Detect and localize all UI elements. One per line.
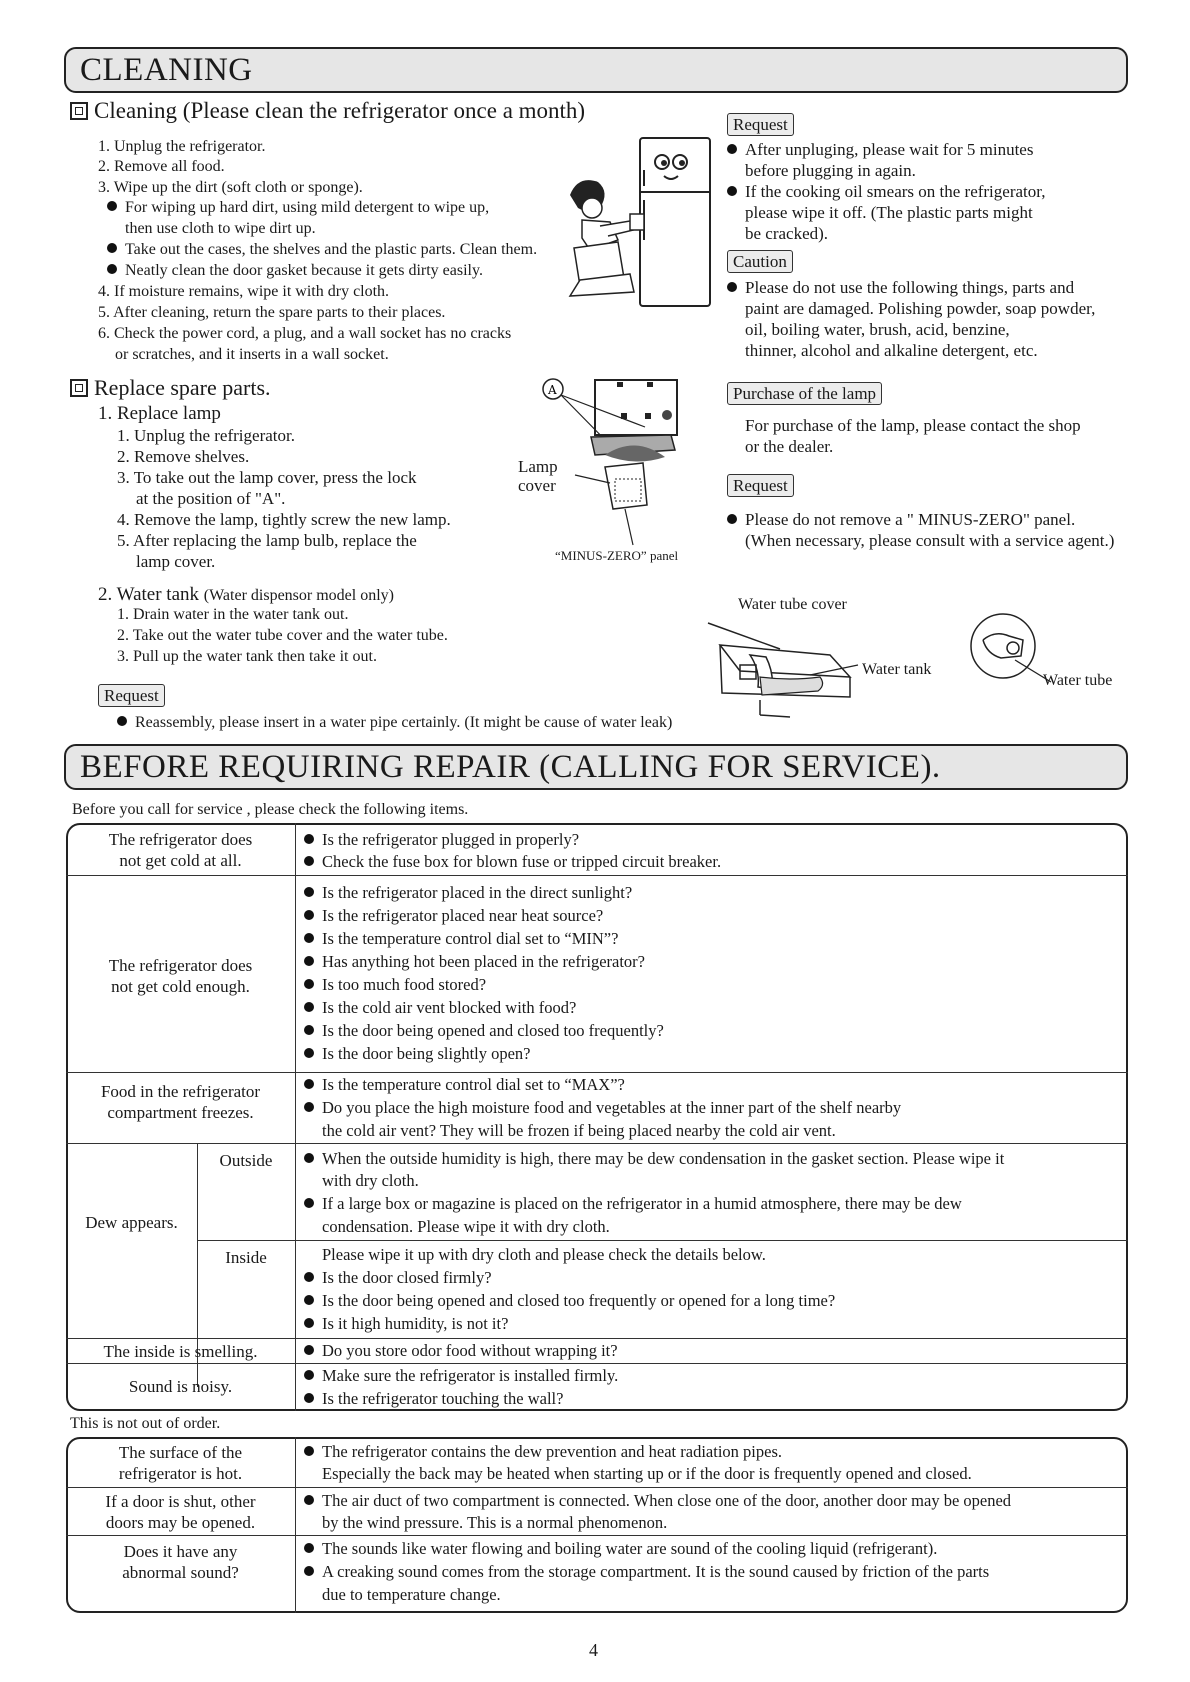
symptom-label: The refrigerator does not get cold at all. <box>108 830 253 870</box>
dew-inside-label: Inside <box>225 1248 267 1267</box>
check-item: Is the cold air vent blocked with food? <box>304 997 576 1019</box>
bullet-icon <box>304 1002 314 1012</box>
caution-item: oil, boiling water, brush, acid, benzine, <box>745 320 1010 339</box>
bullet-icon <box>304 1495 314 1505</box>
bullet-icon <box>117 716 127 726</box>
cleaning-step: Take out the cases, the shelves and the plastic parts. Clean them. <box>107 241 537 259</box>
lamp-step: lamp cover. <box>136 552 216 571</box>
repair-intro: Before you call for service , please check the following items. <box>72 801 469 818</box>
check-item: Is the refrigerator placed near heat source? <box>304 905 603 927</box>
check-item: Do you store odor food without wrapping it? <box>304 1340 618 1362</box>
checkbox-square-icon <box>70 379 88 397</box>
check-item: Is it high humidity, is not it? <box>304 1313 508 1335</box>
caution-item: paint are damaged. Polishing powder, soap powder, <box>745 299 1096 318</box>
check-item: Please wipe it up with dry cloth and please check the details below. <box>322 1245 766 1264</box>
check-item: Is the temperature control dial set to “MAX”? <box>304 1074 625 1096</box>
lamp-title: 1. Replace lamp <box>98 403 221 424</box>
caution-tag: Caution <box>727 250 793 273</box>
check-item: Is the temperature control dial set to “MIN”? <box>304 928 618 950</box>
explanation-item: by the wind pressure. This is a normal phenomenon. <box>322 1513 668 1532</box>
bullet-icon <box>304 1272 314 1282</box>
explanation-item: Especially the back may be heated when starting up or if the door is frequently opened and closed. <box>322 1464 972 1483</box>
bullet-icon <box>727 144 737 154</box>
caution-item: thinner, alcohol and alkaline detergent, etc. <box>745 341 1038 360</box>
bullet-icon <box>304 979 314 989</box>
check-item: Has anything hot been placed in the refrigerator? <box>304 951 645 973</box>
explanation-item: The air duct of two compartment is connected. When close one of the door, another door may be opened <box>304 1490 1011 1512</box>
explanation-item: The sounds like water flowing and boiling water are sound of the cooling liquid (refrigerant). <box>304 1538 937 1560</box>
symptom-label: Dew appears. <box>85 1213 178 1232</box>
cleaning-step: or scratches, and it inserts in a wall socket. <box>115 346 389 363</box>
bullet-icon <box>304 1198 314 1208</box>
marker-a: A <box>548 383 557 397</box>
cleaning-step: For wiping up hard dirt, using mild detergent to wipe up, <box>107 199 489 217</box>
request-item: Please do not remove a " MINUS-ZERO" panel. <box>727 510 1075 530</box>
minus-zero-panel-label: “MINUS-ZERO” panel <box>555 548 679 563</box>
lamp-step: at the position of "A". <box>136 489 286 508</box>
lamp-cover-illustration <box>535 375 715 550</box>
check-item: Do you place the high moisture food and vegetables at the inner part of the shelf nearby <box>304 1097 901 1119</box>
bullet-icon <box>304 933 314 943</box>
bullet-icon <box>304 1446 314 1456</box>
cleaning-step: 5. After cleaning, return the spare parts to their places. <box>98 304 446 321</box>
bullet-icon <box>304 1318 314 1328</box>
purchase-lamp-text: For purchase of the lamp, please contact the shop <box>745 416 1081 435</box>
bullet-icon <box>107 243 117 253</box>
bullet-icon <box>304 1370 314 1380</box>
request-tag: Request <box>727 474 794 497</box>
cleaning-step: 4. If moisture remains, wipe it with dry cloth. <box>98 283 390 300</box>
explanation-item: The refrigerator contains the dew prevention and heat radiation pipes. <box>304 1441 782 1463</box>
page-number: 4 <box>589 1640 598 1660</box>
lamp-step: 5. After replacing the lamp bulb, replace the <box>117 531 417 550</box>
check-item: Is too much food stored? <box>304 974 486 996</box>
lamp-step: 4. Remove the lamp, tightly screw the new lamp. <box>117 510 451 529</box>
check-item: Is the refrigerator touching the wall? <box>304 1388 563 1410</box>
water-tank-illustration <box>700 615 870 720</box>
symptom-label: Food in the refrigerator compartment freezes. <box>100 1082 261 1122</box>
cleaning-step: 1. Unplug the refrigerator. <box>98 138 266 155</box>
bullet-icon <box>304 887 314 897</box>
check-item: Make sure the refrigerator is installed firmly. <box>304 1365 618 1387</box>
water-tank-step: 3. Pull up the water tank then take it out. <box>117 648 377 665</box>
water-tube-label: Water tube <box>1043 672 1113 689</box>
bullet-icon <box>304 1295 314 1305</box>
woman-cleaning-refrigerator-illustration <box>560 130 725 310</box>
request-item: please wipe it off. (The plastic parts might <box>745 203 1033 222</box>
bullet-icon <box>304 1102 314 1112</box>
bullet-icon <box>304 1345 314 1355</box>
request-item: (When necessary, please consult with a service agent.) <box>745 531 1115 550</box>
bullet-icon <box>727 186 737 196</box>
check-item: the cold air vent? They will be frozen if being placed nearby the cold air vent. <box>322 1121 836 1140</box>
symptom-label: Does it have any abnormal sound? <box>122 1542 239 1582</box>
cleaning-step: then use cloth to wipe dirt up. <box>125 220 316 237</box>
not-out-of-order-label: This is not out of order. <box>70 1415 221 1432</box>
bullet-icon <box>304 856 314 866</box>
bullet-icon <box>304 1079 314 1089</box>
purchase-lamp-tag: Purchase of the lamp <box>727 382 882 405</box>
request-item: Reassembly, please insert in a water pipe certainly. (It might be cause of water leak) <box>117 714 672 732</box>
water-tank-label: Water tank <box>862 661 932 678</box>
dew-outside-label: Outside <box>219 1151 273 1170</box>
check-item: Is the refrigerator plugged in properly? <box>304 829 579 851</box>
bullet-icon <box>304 1543 314 1553</box>
bullet-icon <box>107 201 117 211</box>
check-item: If a large box or magazine is placed on the refrigerator in a humid atmosphere, there may be dew <box>304 1193 962 1215</box>
lamp-cover-label: cover <box>518 476 556 495</box>
bullet-icon <box>727 282 737 292</box>
checkbox-square-icon <box>70 102 88 120</box>
bullet-icon <box>304 1025 314 1035</box>
check-item: When the outside humidity is high, there may be dew condensation in the gasket section. Please wipe it <box>304 1148 1004 1170</box>
repair-banner: BEFORE REQUIRING REPAIR (CALLING FOR SERVICE). <box>64 744 1128 790</box>
request-item: be cracked). <box>745 224 829 243</box>
bullet-icon <box>304 1566 314 1576</box>
check-item: Is the door being slightly open? <box>304 1043 531 1065</box>
spare-parts-heading: Replace spare parts. <box>70 375 271 401</box>
caution-item: Please do not use the following things, parts and <box>727 278 1074 298</box>
symptom-label: If a door is shut, other doors may be opened. <box>105 1492 256 1532</box>
symptom-label: Sound is noisy. <box>128 1377 233 1396</box>
cleaning-step: 3. Wipe up the dirt (soft cloth or sponge). <box>98 179 363 196</box>
lamp-step: 3. To take out the lamp cover, press the lock <box>117 468 417 487</box>
symptom-label: The refrigerator does not get cold enough. <box>108 956 253 996</box>
check-item: Is the door being opened and closed too frequently or opened for a long time? <box>304 1290 835 1312</box>
check-item: Is the refrigerator placed in the direct sunlight? <box>304 882 632 904</box>
request-tag: Request <box>727 113 794 136</box>
cleaning-banner: CLEANING <box>64 47 1128 93</box>
water-tank-title: 2. Water tank (Water dispensor model only) <box>98 584 394 605</box>
bullet-icon <box>304 910 314 920</box>
cleaning-step: 6. Check the power cord, a plug, and a wall socket has no cracks <box>98 325 512 342</box>
symptom-label: The surface of the refrigerator is hot. <box>118 1443 243 1483</box>
bullet-icon <box>304 1048 314 1058</box>
bullet-icon <box>727 514 737 524</box>
water-tank-step: 2. Take out the water tube cover and the water tube. <box>117 627 448 644</box>
request-item: If the cooking oil smears on the refrigerator, <box>727 182 1046 202</box>
cleaning-step: 2. Remove all food. <box>98 158 225 175</box>
purchase-lamp-text: or the dealer. <box>745 437 834 456</box>
water-tube-illustration <box>965 610 1055 690</box>
lamp-cover-label: Lamp <box>518 457 558 476</box>
bullet-icon <box>304 834 314 844</box>
lamp-step: 1. Unplug the refrigerator. <box>117 426 295 445</box>
check-item: condensation. Please wipe it with dry cloth. <box>322 1217 610 1236</box>
water-tube-cover-label: Water tube cover <box>738 596 847 613</box>
request-item: before plugging in again. <box>745 161 916 180</box>
request-item: After unpluging, please wait for 5 minutes <box>727 140 1033 160</box>
bullet-icon <box>304 1153 314 1163</box>
check-item: Is the door being opened and closed too frequently? <box>304 1020 664 1042</box>
cleaning-step: Neatly clean the door gasket because it gets dirty easily. <box>107 262 483 280</box>
cleaning-heading: Cleaning (Please clean the refrigerator once a month) <box>70 98 585 124</box>
check-item: with dry cloth. <box>322 1171 419 1190</box>
water-tank-step: 1. Drain water in the water tank out. <box>117 606 349 623</box>
bullet-icon <box>304 1393 314 1403</box>
check-item: Check the fuse box for blown fuse or tripped circuit breaker. <box>304 851 721 873</box>
lamp-step: 2. Remove shelves. <box>117 447 250 466</box>
symptom-label: The inside is smelling. <box>103 1342 258 1361</box>
explanation-item: due to temperature change. <box>322 1585 501 1604</box>
check-item: Is the door closed firmly? <box>304 1267 492 1289</box>
explanation-item: A creaking sound comes from the storage compartment. It is the sound caused by friction of the parts <box>304 1561 989 1583</box>
bullet-icon <box>304 956 314 966</box>
bullet-icon <box>107 264 117 274</box>
request-tag: Request <box>98 684 165 707</box>
